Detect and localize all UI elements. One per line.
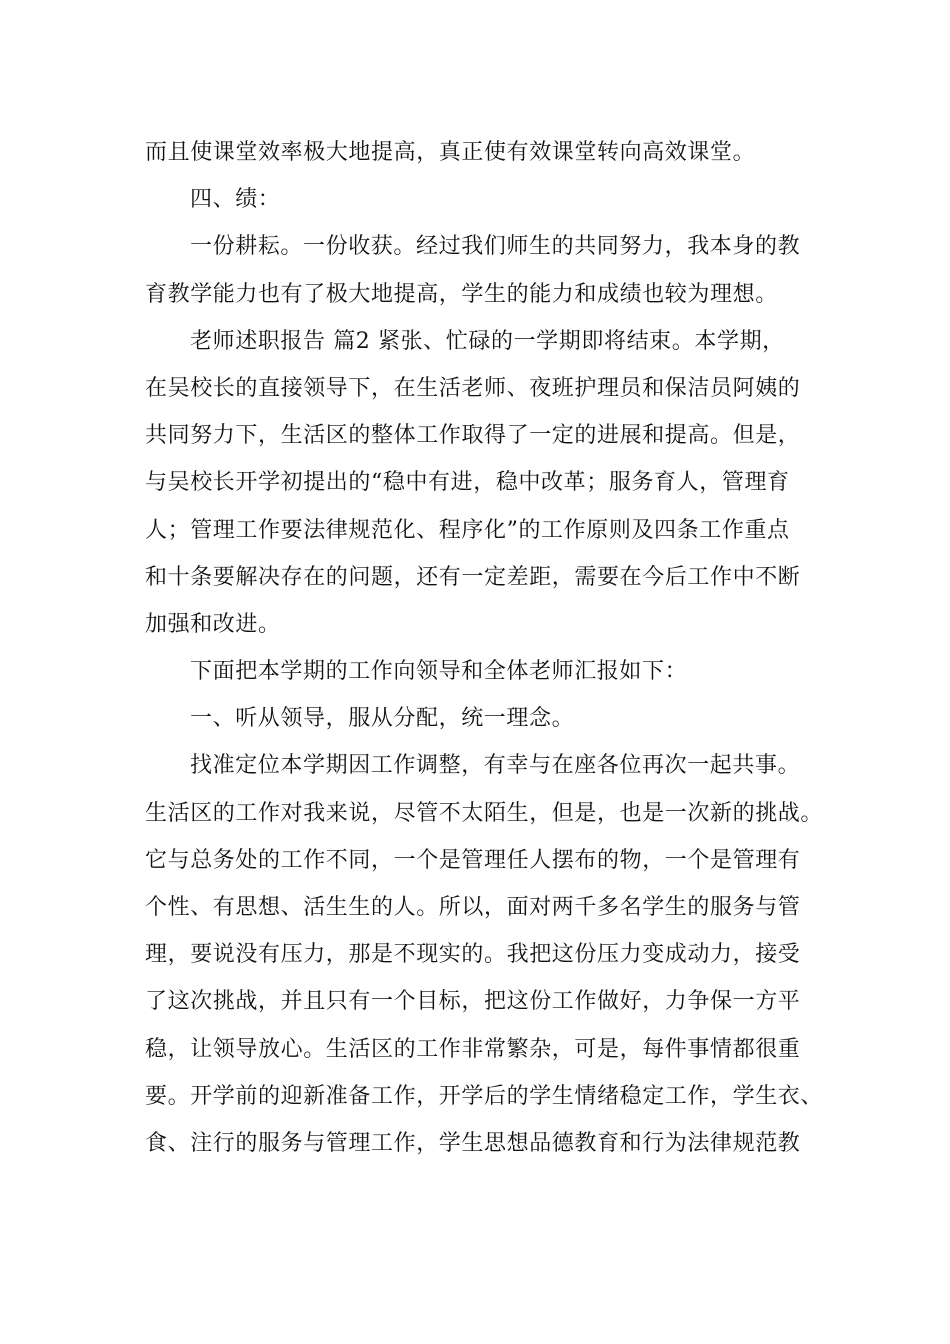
text-line: 稳，让领导放心。生活区的工作非常繁杂，可是，每件事情都很重 bbox=[145, 1036, 801, 1062]
text-line: 在吴校长的直接领导下，在生活老师、夜班护理员和保洁员阿姨的 bbox=[145, 375, 801, 401]
text-line: 和十条要解决存在的问题，还有一定差距，需要在今后工作中不断 bbox=[145, 564, 801, 590]
text-line: 个性、有思想、活生生的人。所以，面对两千多名学生的服务与管 bbox=[145, 895, 801, 920]
text-line: 生活区的工作对我来说，尽管不太陌生，但是，也是一次新的挑战。 bbox=[145, 800, 824, 826]
text-line: 理，要说没有压力，那是不现实的。我把这份压力变成动力，接受 bbox=[145, 942, 801, 968]
text-line: 食、注行的服务与管理工作，学生思想品德教育和行为法律规范教 bbox=[145, 1130, 801, 1156]
text-line: 育教学能力也有了极大地提高，学生的能力和成绩也较为理想。 bbox=[145, 281, 778, 307]
text-line: 一、听从领导，服从分配，统一理念。 bbox=[190, 706, 575, 732]
text-line: 要。开学前的迎新准备工作，开学后的学生情绪稳定工作，学生衣、 bbox=[145, 1083, 824, 1109]
text-line: 一份耕耘。一份收获。经过我们师生的共同努力，我本身的教 bbox=[190, 234, 801, 260]
text-line: 加强和改进。 bbox=[145, 611, 281, 637]
text-line: 老师述职报告 篇2 紧张、忙碌的一学期即将结束。本学期， bbox=[190, 328, 785, 354]
text-line: 与吴校长开学初提出的“稳中有进，稳中改革；服务育人，管理育 bbox=[145, 470, 790, 496]
text-line: 它与总务处的工作不同，一个是管理任人摆布的物，一个是管理有 bbox=[145, 847, 801, 873]
text-line: 四、绩： bbox=[190, 187, 281, 213]
document-body bbox=[145, 129, 835, 1167]
text-line: 找准定位本学期因工作调整，有幸与在座各位再次一起共事。 bbox=[190, 753, 801, 779]
text-line: 下面把本学期的工作向领导和全体老师汇报如下： bbox=[190, 659, 688, 685]
text-line: 了这次挑战，并且只有一个目标，把这份工作做好，力争保一方平 bbox=[145, 989, 801, 1015]
text-line: 而且使课堂效率极大地提高，真正使有效课堂转向高效课堂。 bbox=[145, 140, 756, 165]
text-line: 人；管理工作要法律规范化、程序化”的工作原则及四条工作重点 bbox=[145, 517, 790, 543]
text-line: 共同努力下，生活区的整体工作取得了一定的进展和提高。但是， bbox=[145, 423, 801, 449]
